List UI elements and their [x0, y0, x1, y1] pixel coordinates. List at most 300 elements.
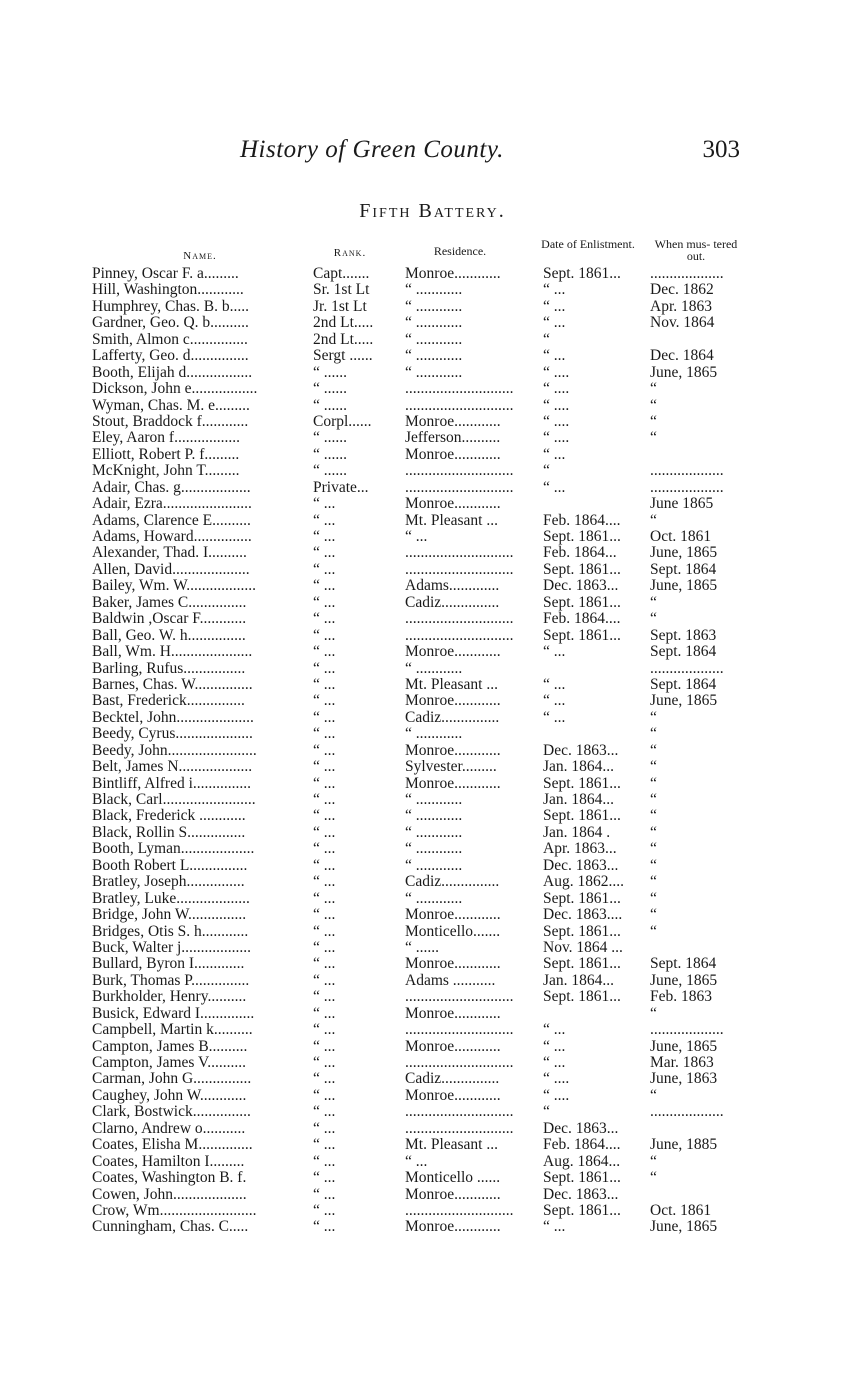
soldier-rank: “ ...: [313, 1022, 336, 1039]
soldier-rank: “ ...: [313, 660, 336, 677]
enlistment-date: “ ...: [543, 644, 566, 661]
mustered-out-date: ...................: [650, 479, 724, 496]
table-row: [0, 841, 865, 857]
mustered-out-date: Dec. 1864: [650, 348, 714, 365]
soldier-name: Bratley, Luke...................: [92, 890, 250, 907]
enlistment-date: Dec. 1863...: [543, 1120, 619, 1137]
table-row: [0, 447, 865, 463]
soldier-rank: “ ...: [313, 989, 336, 1006]
table-row: [0, 940, 865, 956]
running-title: History of Green County.: [240, 136, 504, 163]
mustered-out-date: “: [650, 413, 657, 430]
soldier-residence: ............................: [405, 1022, 514, 1039]
mustered-out-date: “: [650, 742, 657, 759]
soldier-residence: Monroe............: [405, 496, 501, 513]
enlistment-date: “ ....: [543, 364, 570, 381]
soldier-name: Beedy, Cyrus....................: [92, 726, 253, 743]
enlistment-date: Sept. 1861...: [543, 956, 621, 973]
soldier-name: Ball, Geo. W. h...............: [92, 627, 246, 644]
soldier-residence: Monroe............: [405, 1219, 501, 1236]
soldier-rank: “ ...: [313, 939, 336, 956]
mustered-out-date: Sept. 1864: [650, 676, 717, 693]
soldier-name: Baker, James C...............: [92, 594, 247, 611]
soldier-rank: “ ...: [313, 907, 336, 924]
soldier-residence: Monroe............: [405, 644, 501, 661]
mustered-out-date: June, 1865: [650, 545, 718, 562]
enlistment-date: “ ...: [543, 709, 566, 726]
soldier-rank: “ ...: [313, 676, 336, 693]
enlistment-date: “: [543, 463, 550, 480]
soldier-rank: “ ...: [313, 1005, 336, 1022]
table-row: [0, 677, 865, 693]
soldier-rank: “ ...: [313, 496, 336, 513]
soldier-residence: ............................: [405, 397, 514, 414]
soldier-name: Lafferty, Geo. d...............: [92, 348, 249, 365]
soldier-name: Campton, James V..........: [92, 1055, 247, 1071]
soldier-residence: Mt. Pleasant ...: [405, 512, 498, 529]
soldier-name: Pinney, Oscar F. a.........: [92, 266, 239, 282]
soldier-name: Wyman, Chas. M. e.........: [92, 397, 250, 414]
soldier-name: Elliott, Robert P. f.........: [92, 446, 240, 463]
soldier-residence: ............................: [405, 627, 514, 644]
soldier-rank: “ ...: [313, 972, 336, 989]
mustered-out-date: Oct. 1861: [650, 529, 712, 545]
mustered-out-date: Dec. 1862: [650, 282, 714, 299]
soldier-name: Black, Rollin S...............: [92, 824, 246, 841]
soldier-name: Alexander, Thad. I..........: [92, 545, 247, 562]
soldier-name: Adams, Howard...............: [92, 529, 252, 545]
table-row: [0, 1104, 865, 1120]
table-row: [0, 595, 865, 611]
table-row: [0, 891, 865, 907]
mustered-out-date: “: [650, 1153, 657, 1170]
table-row: [0, 365, 865, 381]
soldier-name: Burk, Thomas P...............: [92, 972, 250, 989]
mustered-out-date: “: [650, 512, 657, 529]
table-row: [0, 726, 865, 742]
soldier-rank: Sergt ......: [313, 348, 373, 365]
soldier-name: Buck, Walter j..................: [92, 939, 252, 956]
table-row: [0, 496, 865, 512]
mustered-out-date: “: [650, 857, 657, 874]
enlistment-date: “ ....: [543, 413, 570, 430]
mustered-out-date: “: [650, 824, 657, 841]
table-row: [0, 743, 865, 759]
soldier-rank: “ ...: [313, 808, 336, 825]
column-header-rank: Rank.: [333, 247, 367, 259]
soldier-name: Adair, Chas. g..................: [92, 479, 251, 496]
soldier-residence: Monroe............: [405, 1038, 501, 1055]
soldier-rank: “ ...: [313, 726, 336, 743]
table-row: [0, 644, 865, 660]
enlistment-date: Sept. 1861...: [543, 627, 621, 644]
soldier-name: Clarno, Andrew o...........: [92, 1120, 246, 1137]
table-row: [0, 299, 865, 315]
enlistment-date: “: [543, 1104, 550, 1121]
soldier-rank: “ ...: [313, 1087, 336, 1104]
soldier-rank: “ ...: [313, 792, 336, 808]
enlistment-date: Nov. 1864 ...: [543, 939, 623, 956]
soldier-residence: ............................: [405, 1104, 514, 1121]
mustered-out-date: June 1865: [650, 496, 714, 513]
table-row: [0, 1203, 865, 1219]
soldier-name: Crow, Wm.........................: [92, 1202, 257, 1219]
soldier-name: Burkholder, Henry..........: [92, 989, 247, 1006]
soldier-name: Black, Carl........................: [92, 792, 256, 808]
table-row: [0, 825, 865, 841]
soldier-name: Campbell, Martin k..........: [92, 1022, 253, 1039]
mustered-out-date: ...................: [650, 1022, 724, 1039]
mustered-out-date: “: [650, 841, 657, 858]
table-row: [0, 332, 865, 348]
table-row: [0, 578, 865, 594]
enlistment-date: “ ....: [543, 397, 570, 414]
soldier-name: Smith, Almon c...............: [92, 331, 248, 348]
table-row: [0, 1022, 865, 1038]
mustered-out-date: Oct. 1861: [650, 1202, 712, 1219]
mustered-out-date: “: [650, 923, 657, 940]
soldier-residence: ............................: [405, 479, 514, 496]
mustered-out-date: “: [650, 397, 657, 414]
soldier-residence: ............................: [405, 1202, 514, 1219]
soldier-residence: Jefferson..........: [405, 430, 501, 447]
enlistment-date: “ ...: [543, 479, 566, 496]
mustered-out-date: June, 1885: [650, 1137, 718, 1154]
mustered-out-date: June, 1865: [650, 972, 718, 989]
soldier-residence: Cadiz...............: [405, 874, 500, 891]
enlistment-date: Apr. 1863...: [543, 841, 617, 858]
soldier-rank: “ ...: [313, 956, 336, 973]
mustered-out-date: “: [650, 890, 657, 907]
soldier-rank: “ ......: [313, 446, 348, 463]
table-row: [0, 989, 865, 1005]
enlistment-date: Jan. 1864...: [543, 792, 615, 808]
mustered-out-date: Nov. 1864: [650, 315, 715, 332]
enlistment-date: Jan. 1864 .: [543, 824, 611, 841]
enlistment-date: “ ...: [543, 1038, 566, 1055]
soldier-rank: “ ...: [313, 529, 336, 545]
soldier-rank: “ ...: [313, 1186, 336, 1203]
soldier-name: Belt, James N...................: [92, 759, 253, 776]
soldier-name: Dickson, John e.................: [92, 381, 258, 398]
soldier-name: Coates, Washington B. f.: [92, 1170, 247, 1187]
mustered-out-date: June, 1863: [650, 1071, 718, 1088]
soldier-name: Adams, Clarence E..........: [92, 512, 251, 529]
table-row: [0, 398, 865, 414]
soldier-rank: “ ......: [313, 430, 348, 447]
soldier-name: Black, Frederick ............: [92, 808, 246, 825]
soldier-rank: “ ...: [313, 841, 336, 858]
table-row: [0, 611, 865, 627]
table-row: [0, 266, 865, 282]
soldier-name: Bast, Frederick...............: [92, 693, 245, 710]
table-row: [0, 430, 865, 446]
table-row: [0, 693, 865, 709]
soldier-residence: Monroe............: [405, 775, 501, 792]
running-header: [240, 136, 740, 170]
soldier-name: Bintliff, Alfred i...............: [92, 775, 252, 792]
soldier-name: Caughey, John W............: [92, 1087, 247, 1104]
enlistment-date: Sept. 1861...: [543, 989, 621, 1006]
soldier-name: Barnes, Chas. W...............: [92, 676, 253, 693]
soldier-residence: ............................: [405, 1120, 514, 1137]
enlistment-date: Dec. 1863...: [543, 857, 619, 874]
column-header-mustered-out: When mus- tered out.: [654, 237, 738, 263]
soldier-rank: “ ...: [313, 644, 336, 661]
soldier-residence: “ ...: [405, 529, 428, 545]
soldier-residence: Monroe............: [405, 1186, 501, 1203]
soldier-rank: “ ...: [313, 1055, 336, 1071]
soldier-rank: “ ...: [313, 1120, 336, 1137]
enlistment-date: “ ...: [543, 446, 566, 463]
table-row: [0, 529, 865, 545]
soldier-name: Baldwin ,Oscar F............: [92, 611, 247, 628]
mustered-out-date: “: [650, 1005, 657, 1022]
soldier-name: Coates, Elisha M..............: [92, 1137, 253, 1154]
soldier-rank: “ ...: [313, 578, 336, 595]
soldier-name: Eley, Aaron f.................: [92, 430, 240, 447]
enlistment-date: “ ....: [543, 1071, 570, 1088]
soldier-rank: “ ...: [313, 775, 336, 792]
soldier-residence: “ ............: [405, 857, 463, 874]
section-title: Fifth Battery.: [359, 200, 506, 222]
soldier-rank: “ ...: [313, 693, 336, 710]
enlistment-date: Feb. 1864...: [543, 545, 617, 562]
enlistment-date: Sept. 1861...: [543, 1202, 621, 1219]
soldier-residence: “ ............: [405, 660, 463, 677]
soldier-residence: ............................: [405, 381, 514, 398]
soldier-rank: Sr. 1st Lt: [313, 282, 370, 299]
soldier-rank: “ ...: [313, 759, 336, 776]
table-row: [0, 1006, 865, 1022]
soldier-residence: “ ............: [405, 841, 463, 858]
soldier-residence: Sylvester.........: [405, 759, 497, 776]
enlistment-date: Jan. 1864...: [543, 972, 615, 989]
mustered-out-date: “: [650, 1170, 657, 1187]
soldier-residence: “ ............: [405, 808, 463, 825]
table-row: [0, 759, 865, 775]
mustered-out-date: Sept. 1864: [650, 956, 717, 973]
soldier-residence: “ ...: [405, 1153, 428, 1170]
mustered-out-date: “: [650, 874, 657, 891]
soldier-rank: “ ...: [313, 611, 336, 628]
soldier-residence: Cadiz...............: [405, 709, 500, 726]
soldier-name: Booth, Elijah d.................: [92, 364, 253, 381]
soldier-rank: 2nd Lt.....: [313, 331, 374, 348]
enlistment-date: “ ...: [543, 1219, 566, 1236]
enlistment-date: “ ...: [543, 693, 566, 710]
enlistment-date: Sept. 1861...: [543, 923, 621, 940]
mustered-out-date: “: [650, 430, 657, 447]
soldier-residence: Monroe............: [405, 1087, 501, 1104]
soldier-name: Booth, Lyman...................: [92, 841, 255, 858]
table-row: [0, 792, 865, 808]
soldier-residence: ............................: [405, 561, 514, 578]
soldier-name: Ball, Wm. H.....................: [92, 644, 253, 661]
enlistment-date: “: [543, 331, 550, 348]
soldier-residence: Monticello ......: [405, 1170, 501, 1187]
soldier-name: Booth Robert L...............: [92, 857, 248, 874]
table-row: [0, 513, 865, 529]
mustered-out-date: Apr. 1863: [650, 298, 712, 315]
soldier-residence: ............................: [405, 545, 514, 562]
soldier-residence: ............................: [405, 1055, 514, 1071]
enlistment-date: “ ...: [543, 1022, 566, 1039]
enlistment-date: Sept. 1861...: [543, 1170, 621, 1187]
soldier-name: Coates, Hamilton I.........: [92, 1153, 245, 1170]
soldier-residence: Adams.............: [405, 578, 500, 595]
enlistment-date: “ ...: [543, 676, 566, 693]
soldier-name: Stout, Braddock f............: [92, 413, 249, 430]
enlistment-date: Sept. 1861...: [543, 890, 621, 907]
soldier-rank: Capt.......: [313, 266, 370, 282]
soldier-name: Adair, Ezra.......................: [92, 496, 252, 513]
table-row: [0, 1121, 865, 1137]
soldier-name: Beedy, John.......................: [92, 742, 257, 759]
table-row: [0, 808, 865, 824]
soldier-name: Bridge, John W...............: [92, 907, 247, 924]
soldier-residence: Cadiz...............: [405, 594, 500, 611]
soldier-name: McKnight, John T.........: [92, 463, 240, 480]
enlistment-date: Aug. 1864...: [543, 1153, 621, 1170]
enlistment-date: “ ....: [543, 1087, 570, 1104]
soldier-name: Bailey, Wm. W..................: [92, 578, 257, 595]
soldier-name: Hill, Washington............: [92, 282, 244, 299]
mustered-out-date: “: [650, 726, 657, 743]
enlistment-date: Aug. 1862....: [543, 874, 624, 891]
mustered-out-date: June, 1865: [650, 578, 718, 595]
enlistment-date: Sept. 1861...: [543, 808, 621, 825]
mustered-out-date: Sept. 1864: [650, 644, 717, 661]
soldier-residence: “ ............: [405, 331, 463, 348]
table-row: [0, 315, 865, 331]
mustered-out-date: “: [650, 381, 657, 398]
soldier-residence: Mt. Pleasant ...: [405, 1137, 498, 1154]
soldier-residence: Monroe............: [405, 742, 501, 759]
mustered-out-date: “: [650, 709, 657, 726]
soldier-rank: “ ...: [313, 874, 336, 891]
mustered-out-date: “: [650, 1087, 657, 1104]
soldier-residence: ............................: [405, 989, 514, 1006]
soldier-rank: “ ...: [313, 742, 336, 759]
table-row: [0, 414, 865, 430]
soldier-name: Cowen, John...................: [92, 1186, 247, 1203]
mustered-out-date: “: [650, 907, 657, 924]
enlistment-date: Sept. 1861...: [543, 529, 621, 545]
soldier-residence: “ ............: [405, 298, 463, 315]
mustered-out-date: “: [650, 808, 657, 825]
enlistment-date: Feb. 1864....: [543, 512, 621, 529]
mustered-out-date: ...................: [650, 463, 724, 480]
table-row: [0, 924, 865, 940]
soldier-residence: Mt. Pleasant ...: [405, 676, 498, 693]
column-header-date-enlisted: Date of Enlistment.: [541, 237, 635, 251]
mustered-out-date: “: [650, 775, 657, 792]
mustered-out-date: “: [650, 759, 657, 776]
soldier-residence: Monroe............: [405, 956, 501, 973]
table-row: [0, 776, 865, 792]
table-row: [0, 562, 865, 578]
soldier-residence: ............................: [405, 611, 514, 628]
mustered-out-date: June, 1865: [650, 1038, 718, 1055]
soldier-rank: “ ......: [313, 463, 348, 480]
table-row: [0, 282, 865, 298]
soldier-residence: “ ............: [405, 890, 463, 907]
mustered-out-date: June, 1865: [650, 364, 718, 381]
mustered-out-date: “: [650, 611, 657, 628]
soldier-residence: “ ............: [405, 364, 463, 381]
table-row: [0, 1055, 865, 1071]
mustered-out-date: Mar. 1863: [650, 1055, 714, 1071]
soldier-name: Bridges, Otis S. h............: [92, 923, 249, 940]
soldier-residence: “ ............: [405, 348, 463, 365]
soldier-residence: Cadiz...............: [405, 1071, 500, 1088]
enlistment-date: “ ....: [543, 381, 570, 398]
soldier-rank: “ ......: [313, 381, 348, 398]
enlistment-date: Feb. 1864....: [543, 1137, 621, 1154]
enlistment-date: “ ...: [543, 315, 566, 332]
table-row: [0, 858, 865, 874]
table-row: [0, 1137, 865, 1153]
soldier-residence: “ ............: [405, 792, 463, 808]
table-row: [0, 710, 865, 726]
mustered-out-date: Sept. 1863: [650, 627, 717, 644]
soldier-rank: “ ...: [313, 709, 336, 726]
column-header-name: Name.: [183, 250, 217, 262]
soldier-rank: “ ...: [313, 1170, 336, 1187]
soldier-residence: Monroe............: [405, 413, 501, 430]
table-row: [0, 1071, 865, 1087]
table-row: [0, 661, 865, 677]
table-row: [0, 1088, 865, 1104]
enlistment-date: “ ....: [543, 430, 570, 447]
mustered-out-date: June, 1865: [650, 1219, 718, 1236]
soldier-name: Bratley, Joseph...............: [92, 874, 245, 891]
soldier-residence: Monroe............: [405, 446, 501, 463]
soldier-name: Campton, James B..........: [92, 1038, 248, 1055]
soldier-rank: “ ......: [313, 364, 348, 381]
enlistment-date: Dec. 1863...: [543, 578, 619, 595]
soldier-rank: Jr. 1st Lt: [313, 298, 367, 315]
table-row: [0, 874, 865, 890]
enlistment-date: Dec. 1863....: [543, 907, 623, 924]
enlistment-date: Dec. 1863...: [543, 742, 619, 759]
soldier-name: Humphrey, Chas. B. b.....: [92, 298, 249, 315]
soldier-rank: “ ...: [313, 1038, 336, 1055]
table-row: [0, 348, 865, 364]
table-row: [0, 381, 865, 397]
enlistment-date: “ ...: [543, 1055, 566, 1071]
enlistment-date: Sept. 1861...: [543, 775, 621, 792]
soldier-name: Becktel, John....................: [92, 709, 254, 726]
soldier-rank: “ ...: [313, 857, 336, 874]
mustered-out-date: ...................: [650, 266, 724, 282]
soldier-rank: “ ...: [313, 561, 336, 578]
table-row: [0, 1219, 865, 1235]
mustered-out-date: ...................: [650, 1104, 724, 1121]
column-header-residence: Residence.: [433, 244, 487, 258]
soldier-name: Barling, Rufus................: [92, 660, 246, 677]
mustered-out-date: “: [650, 792, 657, 808]
table-row: [0, 480, 865, 496]
mustered-out-date: June, 1865: [650, 693, 718, 710]
soldier-rank: “ ...: [313, 890, 336, 907]
table-row: [0, 628, 865, 644]
soldier-residence: “ ............: [405, 315, 463, 332]
table-row: [0, 1187, 865, 1203]
soldier-residence: “ ............: [405, 726, 463, 743]
soldier-rank: 2nd Lt.....: [313, 315, 374, 332]
